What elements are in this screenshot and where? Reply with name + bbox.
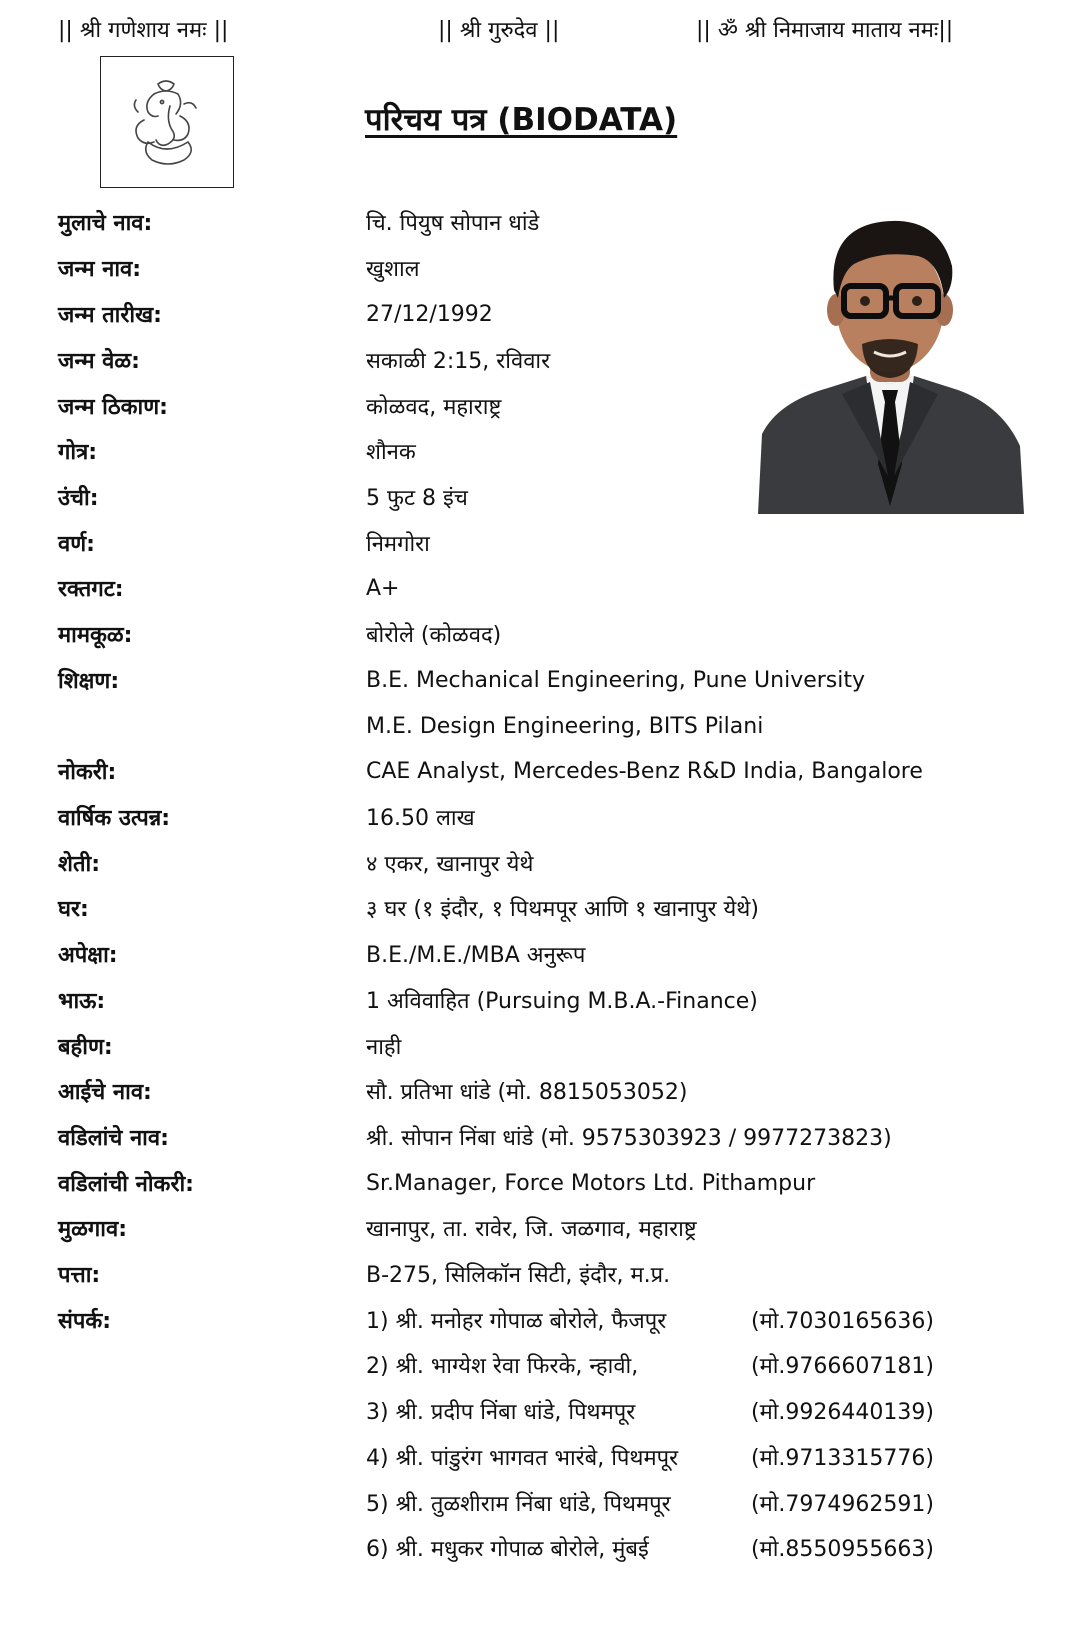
contact-phone: (मो.9713315776) [751,1446,934,1471]
detail-label: आईचे नाव: [58,1080,152,1105]
detail-value: A+ [366,575,400,601]
contact-name: 2) श्री. भाग्येश रेवा फिरके, न्हावी, [366,1354,639,1379]
detail-label: नोकरी: [58,760,117,785]
detail-row-farm [58,843,533,883]
detail-label: वडिलांची नोकरी: [58,1172,194,1197]
detail-value: सकाळी 2:15, रविवार [366,349,551,374]
contact-phone: (मो.7974962591) [751,1492,934,1517]
detail-value: श्री. सोपान निंबा धांडे (मो. 9575303923 / 9977273823) [366,1126,892,1151]
detail-label: रक्तगट: [58,577,124,602]
detail-value: B-275, सिलिकॉन सिटी, इंदौर, म.प्र. [366,1263,671,1288]
detail-row-education [58,660,865,700]
contacts-label: संपर्क: [58,1309,112,1334]
contact-item [366,1345,934,1385]
detail-value: M.E. Design Engineering, BITS Pilani [366,713,764,739]
profile-photo [758,206,1028,514]
detail-value: ३ घर (१ इंदौर, १ पिथमपूर आणि १ खानापुर येथे) [366,897,759,922]
contact-name: 4) श्री. पांडुरंग भागवत भारंबे, पिथमपूर [366,1446,679,1471]
detail-row-birth-name [58,248,420,288]
detail-label: अपेक्षा: [58,943,118,968]
invocation-left: || श्री गणेशाय नमः || [58,18,229,43]
contact-name: 6) श्री. मधुकर गोपाळ बोरोले, मुंबई [366,1537,649,1562]
detail-value: 16.50 लाख [366,806,475,831]
portrait-photo [758,206,1028,514]
detail-row-expectation [58,934,585,974]
detail-row-income [58,797,475,837]
detail-value: खानापुर, ता. रावेर, जि. जळगाव, महाराष्ट्र [366,1217,697,1242]
contacts-heading-row [58,1300,366,1340]
detail-row-house [58,888,759,928]
detail-row-birth-date [58,294,493,334]
ganesha-emblem-box [100,56,234,188]
detail-value: खुशाल [366,257,420,282]
detail-label: जन्म तारीख: [58,303,162,328]
detail-label: पत्ता: [58,1263,101,1288]
detail-value: चि. पियुष सोपान धांडे [366,211,540,236]
detail-label: वर्ण: [58,532,95,557]
detail-value: निमगोरा [366,532,430,557]
detail-row-name [58,202,539,242]
invocation-right: || ॐ श्री निमाजाय माताय नमः|| [696,18,954,43]
detail-label: जन्म वेळ: [58,349,140,374]
detail-row-blood-group [58,568,399,608]
contact-item [366,1300,934,1340]
contact-item [366,1528,934,1568]
contact-phone: (मो.9926440139) [751,1400,934,1425]
detail-value: B.E./M.E./MBA अनुरूप [366,943,586,968]
detail-label: उंची: [58,486,99,511]
detail-row-birth-place [58,386,501,426]
detail-value: शौनक [366,440,416,465]
detail-row-brother [58,980,758,1020]
detail-row-job [58,751,923,791]
detail-label: जन्म ठिकाण: [58,395,168,420]
contact-phone: (मो.7030165636) [751,1309,934,1334]
detail-value: सौ. प्रतिभा धांडे (मो. 8815053052) [366,1080,688,1105]
detail-value: CAE Analyst, Mercedes-Benz R&D India, Bangalore [366,758,923,784]
detail-row-complexion [58,523,430,563]
contact-item [366,1483,934,1523]
detail-value: नाही [366,1035,402,1060]
detail-row-education-2 [58,706,763,746]
detail-row-address [58,1254,670,1294]
detail-value: B.E. Mechanical Engineering, Pune University [366,667,866,693]
detail-label: शेती: [58,852,100,877]
detail-label: मामकूळ: [58,623,133,648]
detail-row-mother [58,1071,687,1111]
detail-row-father-job [58,1163,815,1203]
detail-label: गोत्र: [58,440,98,465]
detail-value: ४ एकर, खानापुर येथे [366,852,534,877]
detail-row-birth-time [58,340,550,380]
ganesha-icon [124,76,210,168]
detail-label: वडिलांचे नाव: [58,1126,169,1151]
contact-phone: (मो.8550955663) [751,1537,934,1562]
detail-label: मुलाचे नाव: [58,211,153,236]
detail-value: 1 अविवाहित (Pursuing M.B.A.-Finance) [366,989,758,1014]
detail-value: Sr.Manager, Force Motors Ltd. Pithampur [366,1170,816,1196]
contact-phone: (मो.9766607181) [751,1354,934,1379]
detail-label: जन्म नाव: [58,257,142,282]
detail-row-gotra [58,431,416,471]
detail-value: कोळवद, महाराष्ट्र [366,395,502,420]
detail-value: 27/12/1992 [366,301,493,327]
detail-row-height [58,477,468,517]
contact-name: 5) श्री. तुळशीराम निंबा धांडे, पिथमपूर [366,1492,671,1517]
detail-label: भाऊ: [58,989,106,1014]
detail-label: वार्षिक उत्पन्न: [58,806,171,831]
detail-row-maternal-family [58,614,501,654]
detail-label: घर: [58,897,89,922]
detail-value: 5 फुट 8 इंच [366,486,468,511]
detail-value: बोरोले (कोळवद) [366,623,502,648]
page-title: परिचय पत्र (BIODATA) [365,102,678,138]
detail-row-sister [58,1026,401,1066]
detail-row-father [58,1117,892,1157]
contact-name: 3) श्री. प्रदीप निंबा धांडे, पिथमपूर [366,1400,636,1425]
detail-label: बहीण: [58,1035,113,1060]
detail-row-native-place [58,1208,697,1248]
contact-name: 1) श्री. मनोहर गोपाळ बोरोले, फैजपूर [366,1309,667,1334]
detail-label: शिक्षण: [58,669,120,694]
contact-item [366,1391,934,1431]
contact-item [366,1437,934,1477]
detail-label: मुळगाव: [58,1217,127,1242]
invocation-middle: || श्री गुरुदेव || [438,18,560,43]
